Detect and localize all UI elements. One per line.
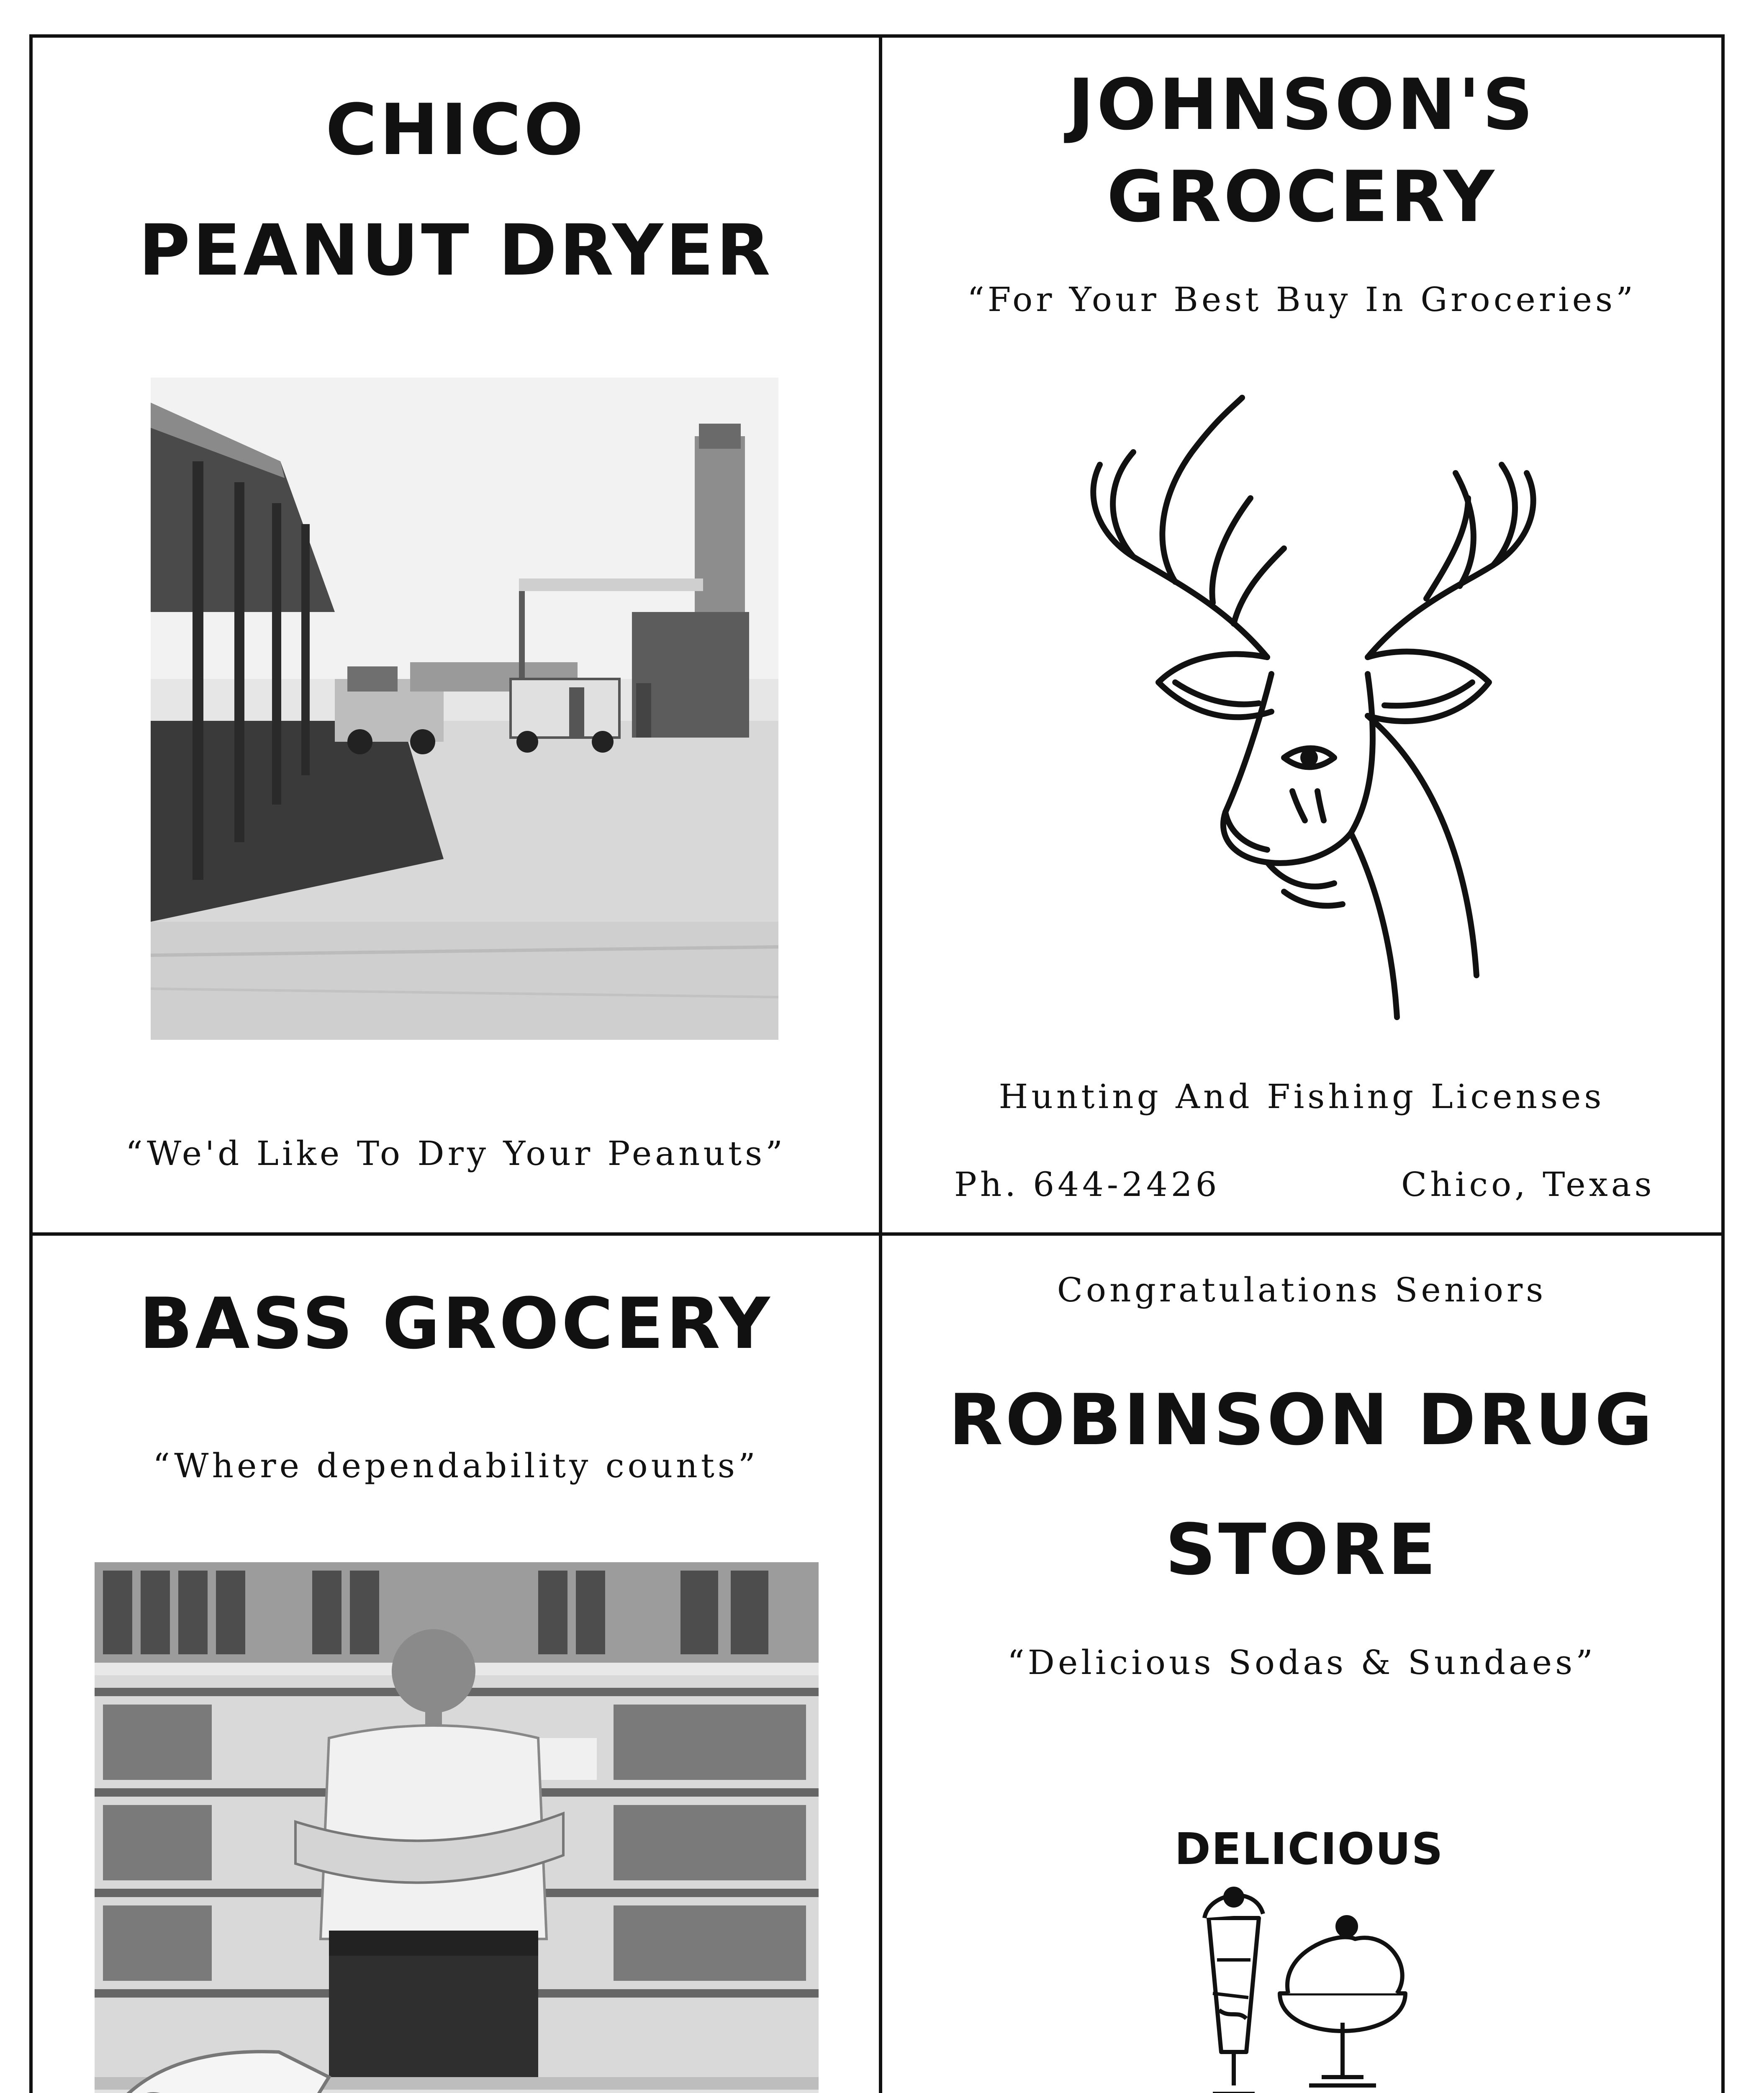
johnson-title-line2: GROCERY <box>1107 156 1497 238</box>
bass-grocery-photo <box>95 1562 819 2093</box>
frame-right <box>1721 34 1725 2093</box>
frame-left <box>29 34 33 2093</box>
robinson-title-line2: STORE <box>1165 1509 1438 1591</box>
johnson-phone: Ph. 644-2426 <box>954 1165 1220 1204</box>
bass-slogan: “Where dependability counts” <box>153 1446 759 1485</box>
center-divider-vertical <box>879 34 882 2093</box>
johnson-location: Chico, Texas <box>1401 1165 1655 1204</box>
ad-robinson-drug-store <box>882 1236 1721 2093</box>
frame-top <box>29 34 1725 38</box>
peanut-slogan: “We'd Like To Dry Your Peanuts” <box>125 1134 786 1173</box>
deer-head-illustration <box>1050 389 1594 1059</box>
center-divider-horizontal <box>29 1232 1725 1236</box>
ad-chico-peanut-dryer <box>33 38 879 1232</box>
johnson-licenses: Hunting And Fishing Licenses <box>999 1077 1605 1116</box>
logo-delicious-text: DELICIOUS <box>1174 1823 1444 1874</box>
peanut-title-line1: CHICO <box>325 89 586 171</box>
peanut-title-line2: PEANUT DRYER <box>139 209 773 291</box>
robinson-title-line1: ROBINSON DRUG <box>948 1379 1655 1461</box>
johnson-title-line1: JOHNSON'S <box>1068 64 1536 146</box>
robinson-greeting: Congratulations Seniors <box>1057 1270 1547 1309</box>
peanut-dryer-photo <box>151 378 778 1040</box>
robinson-slogan: “Delicious Sodas & Sundaes” <box>1007 1643 1597 1682</box>
bass-title: BASS GROCERY <box>139 1283 773 1365</box>
sundae-glasses-icon <box>1171 1885 1447 2093</box>
ad-johnsons-grocery <box>882 38 1721 1232</box>
ad-bass-grocery <box>33 1236 879 2093</box>
johnson-slogan: “For Your Best Buy In Groceries” <box>967 280 1636 319</box>
sodas-sundaes-logo <box>1171 1822 1447 2093</box>
